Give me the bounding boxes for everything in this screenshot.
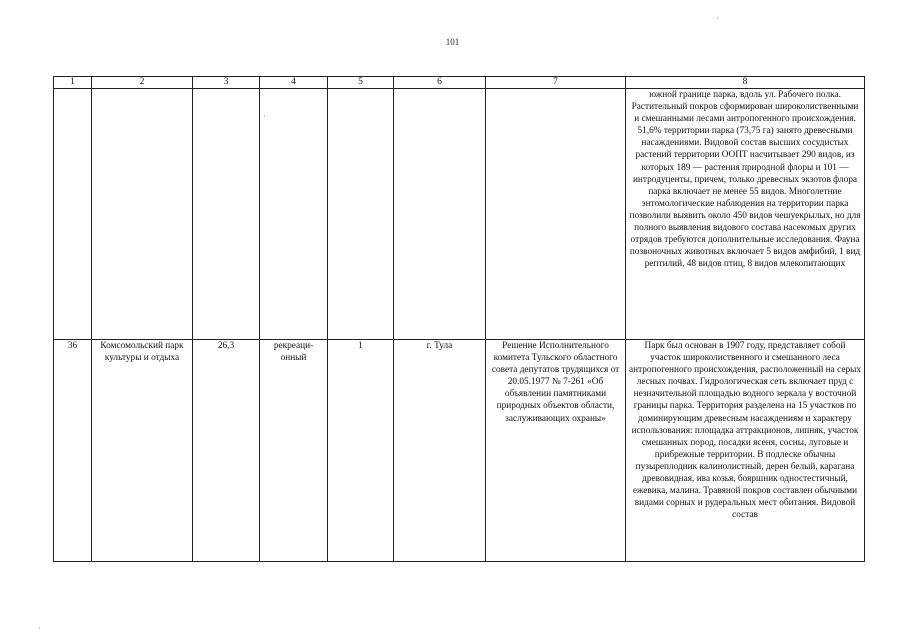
area-cell: 26,3 bbox=[193, 340, 260, 562]
legal-document-cell: Решение Исполнительного комитета Тульского областного совета депутатов трудящихся от 20.05.1977 № 7-261 «Об объявлении памятниками природных объектов области, заслуживающих охраны» bbox=[486, 340, 626, 562]
column-header: 2 bbox=[92, 77, 193, 89]
scan-speck: · bbox=[716, 14, 719, 23]
table-cell-empty bbox=[92, 89, 193, 340]
table-header-row bbox=[54, 77, 865, 89]
column-header: 8 bbox=[626, 77, 865, 89]
page-number: 101 bbox=[445, 37, 460, 47]
table-cell-empty bbox=[394, 89, 486, 340]
table-row-continued bbox=[54, 89, 865, 340]
table-cell-empty bbox=[486, 89, 626, 340]
object-name-cell: Комсомольский парк культуры и отдыха bbox=[92, 340, 193, 562]
table-cell-empty bbox=[54, 89, 92, 340]
description-cell: Парк был основан в 1907 году, представляет собой участок широколиственного и смешанного леса антропогенного происхождения, расположенный на серых лесных почвах. Гидрологическая сеть включает пруд с незначительной площадью водного зеркала у восточной границы парка. Территория разделена на 15 участков по доминирующим древесным насаждениям и характеру использования: площадка аттракционов, липняк, участок смешанных пород, посадки ясеня, сосны, луговые и прибрежные территории. В подлеске обычны пузыреплодник калинолистный, дерен белый, карагана древовидная, ива козья, бояршник одностестичный, ежевика, малина. Травяной покров составлен обычными видами сорных и рудеральных мест обитания. Видовой состав bbox=[626, 340, 865, 562]
location-cell: г. Тула bbox=[394, 340, 486, 562]
column-header: 6 bbox=[394, 77, 486, 89]
table-row-36 bbox=[54, 340, 865, 562]
table-cell-empty bbox=[260, 89, 328, 340]
profile-cell: рекреаци-онный bbox=[260, 340, 328, 562]
row-number-cell: 36 bbox=[54, 340, 92, 562]
table-cell-empty bbox=[193, 89, 260, 340]
column-header: 5 bbox=[328, 77, 394, 89]
scan-speck: · bbox=[38, 624, 41, 633]
category-cell: 1 bbox=[328, 340, 394, 562]
column-header: 4 bbox=[260, 77, 328, 89]
nature-monuments-table bbox=[53, 76, 865, 562]
table-cell-empty bbox=[328, 89, 394, 340]
description-cell: южной границе парка, вдоль ул. Рабочего полка. Растительный покров сформирован широколиственными и смешанными лесами антропогенного происхождения. 51,6% территории парка (73,75 га) занято древесными насаждениями. Видовой состав высших сосудистых растений территории ООПТ насчитывает 290 видов, из которых 189 — растения природной флоры и 101 — интродуценты, причем, только древесных экзотов флора парка включает не менее 55 видов. Многолетние энтомологические наблюдения на территории парка позволили выявить около 450 видов чешуекрылых, но для полного выявления видового состава насекомых других отрядов требуются дополнительные исследования. Фауна позвоночных животных включает 5 видов амфибий, 1 вид рептилий, 48 видов птиц, 8 видов млекопитающих bbox=[626, 89, 865, 340]
column-header: 7 bbox=[486, 77, 626, 89]
column-header: 1 bbox=[54, 77, 92, 89]
column-header: 3 bbox=[193, 77, 260, 89]
scan-speck: · bbox=[263, 112, 266, 121]
